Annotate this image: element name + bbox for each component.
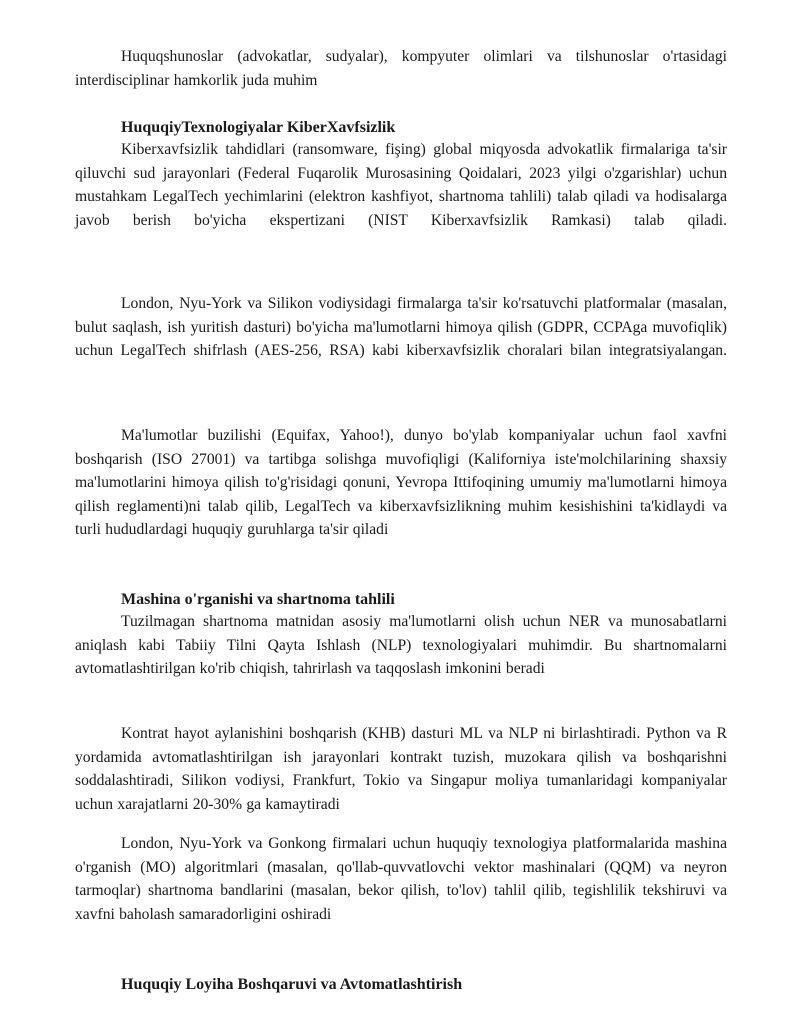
paragraph-cyber-threats: Kiberxavfsizlik tahdidlari (ransomware, fişing) global miqyosda advokatlik firmalariga ta'sir qiluvchi sud jarayonlari (Federal Fuqarolik Murosasining Qoidalari, 2023 yilgi o'zgarishlar) uchun mustahkam LegalTech yechimlarini (elektron kashfiyot, shartnoma tahlili) talab qiladi va hodisalarga javob berish bo'yicha ekspertizani (NIST Kiberxavfsizlik Ramkasi) talab qiladi. <box>75 141 727 229</box>
paragraph-ml-algorithms: London, Nyu-York va Gonkong firmalari uchun huquqiy texnologiya platformalarida mashina o'rganish (MO) algoritmlari (masalan, qo'llab-quvvatlovchi vektor mashinalari (QQM) va neyron tarmoqlar) shartnoma bandlarini (masalan, bekor qilish, to'lov) tahlil qilib, tegishlilik tekshiruvi va xavfni baholash samaradorligini oshiradi <box>75 835 727 923</box>
heading-machine-learning-contracts: Mashina o'rganishi va shartnoma tahlili <box>121 591 395 608</box>
heading-legaltech-cybersecurity: HuquqiyTexnologiyalar KiberXavfsizlik <box>121 119 396 136</box>
heading-legal-project-management: Huquqiy Loyiha Boshqaruvi va Avtomatlashtirish <box>121 976 463 993</box>
paragraph-data-breaches: Ma'lumotlar buzilishi (Equifax, Yahoo!), dunyo bo'ylab kompaniyalar uchun faol xavfni boshqarish (ISO 27001) va tartibga solishga muvofiqligi (Kaliforniya iste'molchilarining shaxsiy ma'lumotlarini himoya qilish to'g'risidagi qonuni, Yevropa Ittifoqining umumiy ma'lumotlarni himoya qilish reglamenti)ni talab qilib, LegalTech va kiberxavfsizlikning muhim kesishishini ta'kidlaydi va turli hududlardagi huquqiy guruhlarga ta'sir qiladi <box>75 427 727 539</box>
paragraph-nlp: Tuzilmagan shartnoma matnidan asosiy ma'lumotlarni olish uchun NER va munosabatlarni aniqlash kabi Tabiiy Tilni Qayta Ishlash (NLP) texnologiyalari muhimdir. Bu shartnomalarni avtomatlashtirilgan ko'rib chiqish, tahrirlash va taqqoslash imkonini beradi <box>75 613 727 678</box>
paragraph-clm: Kontrat hayot aylanishini boshqarish (KHB) dasturi ML va NLP ni birlashtiradi. Python va R yordamida avtomatlashtirilgan ish jarayonlari kontrakt tuzish, muzokara qilish va boshqarishni soddalashtiradi, Silikon vodiysi, Frankfurt, Tokio va Singapur moliya tumanlaridagi kompaniyalar uchun xarajatlarni 20-30% ga kamaytiradi <box>75 725 727 813</box>
paragraph-data-protection: London, Nyu-York va Silikon vodiysidagi firmalarga ta'sir ko'rsatuvchi platformalar (masalan, bulut saqlash, ish yuritish dasturi) bo'yicha ma'lumotlarni himoya qilish (GDPR, CCPAga muvofiqlik) uchun LegalTech shifrlash (AES-256, RSA) kabi kiberxavfsizlik choralari bilan integratsiyalangan. <box>75 295 727 360</box>
paragraph-collaboration: Huquqshunoslar (advokatlar, sudyalar), kompyuter olimlari va tilshunoslar o'rtasidagi interdisciplinar hamkorlik juda muhim <box>75 48 727 89</box>
